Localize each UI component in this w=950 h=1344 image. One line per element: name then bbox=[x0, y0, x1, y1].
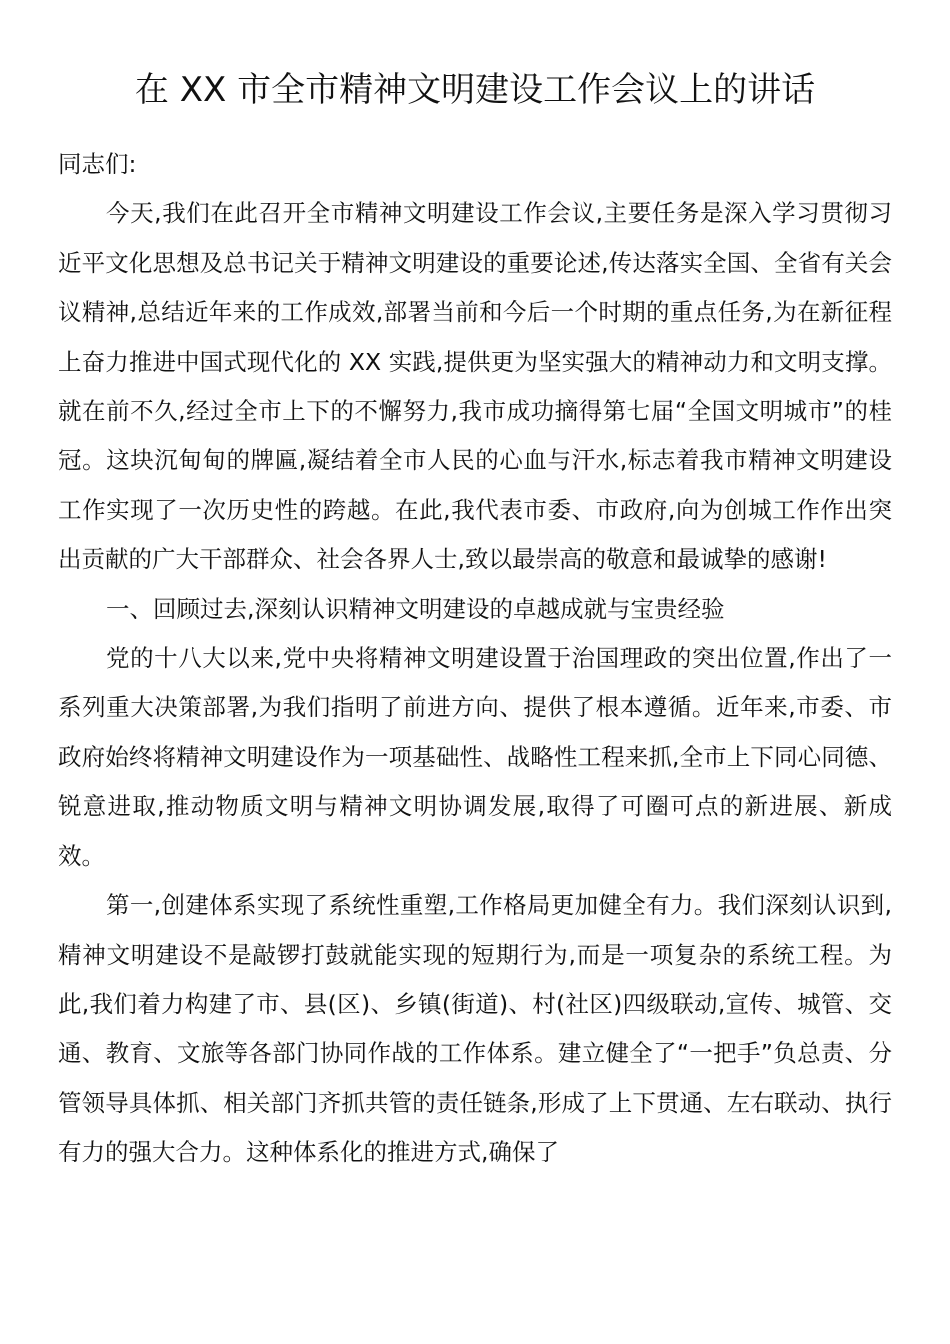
paragraph-review: 党的十八大以来,党中央将精神文明建设置于治国理政的突出位置,作出了一系列重大决策部署,为我们指明了前进方向、提供了根本遵循。近年来,市委、市政府始终将精神文明建设作为一项基础性、战略性工程来抓,全市上下同心同德、锐意进取,推动物质文明与精神文明协调发展,取得了可圈可点的新进展、新成效。 bbox=[58, 644, 892, 870]
document-body bbox=[58, 140, 892, 1178]
section-heading-1: 一、回顾过去,深刻认识精神文明建设的卓越成就与宝贵经验 bbox=[106, 594, 725, 623]
paragraph-first-point: 第一,创建体系实现了系统性重塑,工作格局更加健全有力。我们深刻认识到,精神文明建设不是敲锣打鼓就能实现的短期行为,而是一项复杂的系统工程。为此,我们着力构建了市、县(区)、乡镇(街道)、村(社区)四级联动,宣传、城管、交通、教育、文旅等各部门协同作战的工作体系。建立健全了“一把手”负总责、分管领导具体抓、相关部门齐抓共管的责任链条,形成了上下贯通、左右联动、执行有力的强大合力。这种体系化的推进方式,确保了 bbox=[58, 891, 892, 1167]
paragraph-opening: 今天,我们在此召开全市精神文明建设工作会议,主要任务是深入学习贯彻习近平文化思想及总书记关于精神文明建设的重要论述,传达落实全国、全省有关会议精神,总结近年来的工作成效,部署当前和今后一个时期的重点任务,为在新征程上奋力推进中国式现代化的 XX 实践,提供更为坚实强大的精神动力和文明支撑。就在前不久,经过全市上下的不懈努力,我市成功摘得第七届“全国文明城市”的桂冠。这块沉甸甸的牌匾,凝结着全市人民的心血与汗水,标志着我市精神文明建设工作实现了一次历史性的跨越。在此,我代表市委、市政府,向为创城工作作出突出贡献的广大干部群众、社会各界人士,致以最崇高的敬意和最诚挚的感谢! bbox=[58, 199, 892, 574]
document-title: 在 XX 市全市精神文明建设工作会议上的讲话 bbox=[134, 70, 816, 110]
salutation: 同志们: bbox=[58, 150, 137, 178]
